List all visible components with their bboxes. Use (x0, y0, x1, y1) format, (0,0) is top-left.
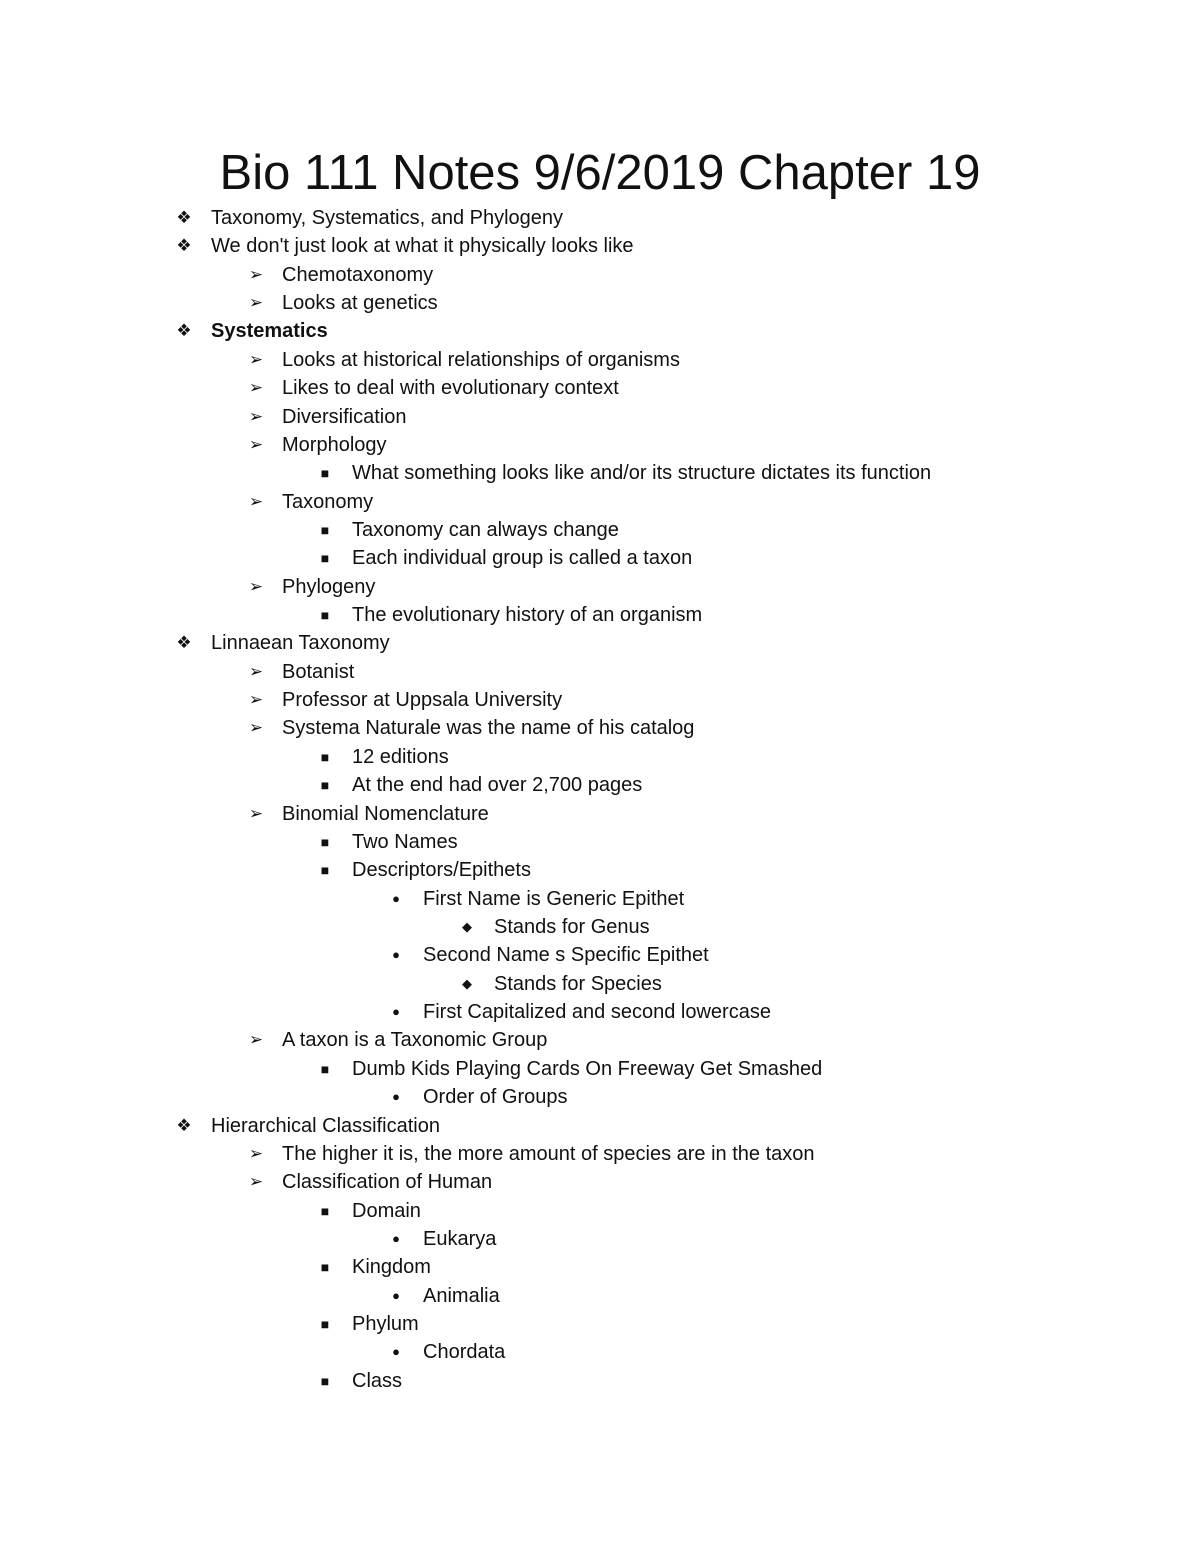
outline-item (0, 459, 1200, 487)
outline-item (0, 516, 1200, 544)
outline-item (0, 601, 1200, 629)
bullet-level1-icon: ➢ (248, 264, 264, 284)
outline-item (0, 913, 1200, 941)
outline-item-text: Stands for Species (494, 972, 662, 995)
outline-item-text: At the end had over 2,700 pages (352, 774, 643, 797)
outline-item (0, 1140, 1200, 1168)
outline-item-text: Morphology (282, 433, 387, 456)
outline-item (0, 1168, 1200, 1196)
outline-item (0, 204, 1200, 232)
outline-item (0, 828, 1200, 856)
outline-item (0, 998, 1200, 1026)
outline-item-text: Taxonomy, Systematics, and Phylogeny (211, 207, 564, 229)
bullet-level2-icon: ■ (320, 1372, 330, 1389)
outline-item (0, 232, 1200, 260)
outline-item (0, 1055, 1200, 1083)
outline-item (0, 1282, 1200, 1310)
outline-item (0, 1197, 1200, 1225)
bullet-level2-icon: ■ (320, 862, 330, 879)
bullet-level1-icon: ➢ (248, 1143, 264, 1163)
bullet-level1-icon: ➢ (248, 378, 264, 398)
outline-item (0, 1253, 1200, 1281)
outline-item-text: Diversification (282, 405, 407, 428)
outline-item (0, 970, 1200, 998)
bullet-level1-icon: ➢ (248, 803, 264, 823)
bullet-level2-icon: ■ (320, 833, 330, 850)
outline-item (0, 1083, 1200, 1111)
outline-item (0, 658, 1200, 686)
bullet-level1-icon: ➢ (248, 491, 264, 511)
outline-item (0, 629, 1200, 657)
outline-item (0, 1367, 1200, 1395)
bullet-level3-icon: ● (392, 1089, 400, 1105)
outline-item-text: Taxonomy (282, 490, 374, 513)
outline-item-text: Linnaean Taxonomy (211, 632, 390, 655)
outline-item-text: Chordata (423, 1341, 506, 1364)
outline-item (0, 941, 1200, 969)
bullet-level2-icon: ■ (320, 777, 330, 794)
outline-item (0, 1026, 1200, 1054)
outline-item (0, 1310, 1200, 1338)
outline-item-text: Chemotaxonomy (282, 263, 434, 286)
outline-item-text: First Capitalized and second lowercase (423, 1001, 771, 1024)
outline-item-text: The higher it is, the more amount of species are in the taxon (282, 1142, 815, 1165)
bullet-level3-icon: ● (392, 1344, 400, 1360)
outline-item (0, 714, 1200, 742)
bullet-level2-icon: ■ (320, 521, 330, 538)
bullet-level1-icon: ➢ (248, 718, 264, 738)
outline-item-text: Systema Naturale was the name of his catalog (282, 717, 695, 740)
bullet-level1-icon: ➢ (248, 293, 264, 313)
outline-item (0, 885, 1200, 913)
bullet-level1-icon: ➢ (248, 434, 264, 454)
outline-item-text: Each individual group is called a taxon (352, 547, 693, 570)
outline-item-text: Domain (352, 1199, 421, 1222)
bullet-level3-icon: ● (392, 947, 400, 963)
bullet-level3-icon: ● (392, 890, 400, 906)
outline-item-text: Hierarchical Classification (211, 1114, 440, 1137)
outline-item-text: The evolutionary history of an organism (352, 604, 703, 627)
outline-item-text: Dumb Kids Playing Cards On Freeway Get Smashed (352, 1057, 823, 1080)
outline-item-text: Taxonomy can always change (352, 518, 619, 541)
outline-item (0, 488, 1200, 516)
outline-item (0, 1338, 1200, 1366)
outline-item (0, 686, 1200, 714)
outline-item-text: 12 editions (352, 745, 449, 768)
bullet-level2-icon: ■ (320, 465, 330, 482)
notes-outline (0, 204, 1200, 1395)
bullet-level3-icon: ● (392, 1287, 400, 1303)
outline-item-text: Stands for Genus (494, 915, 650, 938)
outline-item (0, 374, 1200, 402)
bullet-level4-icon: ◆ (462, 918, 472, 934)
outline-item (0, 800, 1200, 828)
outline-item-text: Animalia (423, 1284, 500, 1307)
outline-item-text: Looks at historical relationships of organisms (282, 348, 680, 371)
outline-item (0, 771, 1200, 799)
outline-item-text: Class (352, 1369, 403, 1392)
outline-item-text: Second Name s Specific Epithet (423, 944, 709, 967)
bullet-level1-icon: ➢ (248, 349, 264, 369)
bullet-level2-icon: ■ (320, 550, 330, 567)
outline-item-text: We don't just look at what it physically looks like (211, 235, 634, 258)
outline-item-text: A taxon is a Taxonomic Group (282, 1029, 548, 1052)
outline-item (0, 743, 1200, 771)
bullet-level1-icon: ➢ (248, 661, 264, 681)
bullet-level0-icon: ❖ (176, 633, 192, 653)
outline-item-text: Two Names (352, 830, 458, 853)
outline-item-text: Phylogeny (282, 575, 376, 598)
outline-item-text: Likes to deal with evolutionary context (282, 377, 619, 400)
outline-item (0, 856, 1200, 884)
outline-item (0, 1225, 1200, 1253)
bullet-level0-icon: ❖ (176, 236, 192, 256)
bullet-level1-icon: ➢ (248, 1030, 264, 1050)
outline-item-text: Descriptors/Epithets (352, 859, 531, 882)
bullet-level1-icon: ➢ (248, 690, 264, 710)
outline-item (0, 403, 1200, 431)
bullet-level1-icon: ➢ (248, 406, 264, 426)
outline-item (0, 261, 1200, 289)
bullet-level1-icon: ➢ (248, 576, 264, 596)
outline-item-text: What something looks like and/or its structure dictates its function (352, 462, 932, 485)
outline-item-text: Phylum (352, 1313, 419, 1336)
outline-item (0, 544, 1200, 572)
outline-item-text: Botanist (282, 660, 355, 683)
bullet-level3-icon: ● (392, 1004, 400, 1020)
outline-item-text: Eukarya (423, 1227, 497, 1250)
outline-item-text: Kingdom (352, 1256, 431, 1279)
bullet-level4-icon: ◆ (462, 975, 472, 991)
bullet-level2-icon: ■ (320, 1259, 330, 1276)
bullet-level0-icon: ❖ (176, 321, 192, 341)
bullet-level2-icon: ■ (320, 1202, 330, 1219)
outline-item-text: Looks at genetics (282, 292, 438, 315)
bullet-level1-icon: ➢ (248, 1172, 264, 1192)
document-title: Bio 111 Notes 9/6/2019 Chapter 19 (219, 146, 981, 200)
bullet-level2-icon: ■ (320, 1060, 330, 1077)
outline-item-text: Order of Groups (423, 1086, 568, 1109)
outline-item-text: Professor at Uppsala University (282, 689, 563, 712)
outline-item (0, 317, 1200, 345)
outline-item (0, 346, 1200, 374)
bullet-level2-icon: ■ (320, 1316, 330, 1333)
bullet-level2-icon: ■ (320, 607, 330, 624)
bullet-level2-icon: ■ (320, 748, 330, 765)
outline-item (0, 573, 1200, 601)
outline-item (0, 289, 1200, 317)
outline-item-text: Binomial Nomenclature (282, 802, 489, 825)
outline-item-text: First Name is Generic Epithet (423, 887, 685, 910)
outline-item (0, 1112, 1200, 1140)
bullet-level3-icon: ● (392, 1230, 400, 1246)
bullet-level0-icon: ❖ (176, 208, 192, 227)
outline-item-text: Systematics (211, 320, 328, 343)
bullet-level0-icon: ❖ (176, 1115, 192, 1135)
outline-item (0, 431, 1200, 459)
outline-item-text: Classification of Human (282, 1171, 493, 1194)
